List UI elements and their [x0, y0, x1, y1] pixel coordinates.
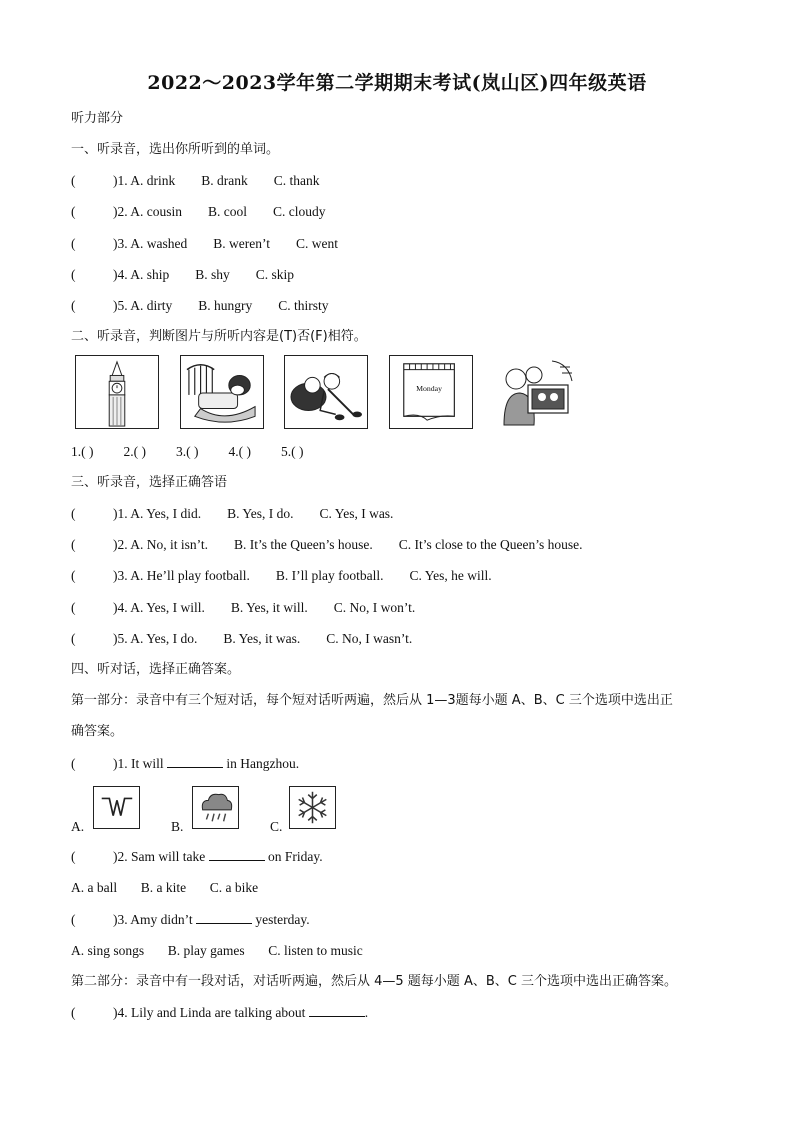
calendar-day-label: Monday [416, 384, 442, 394]
answer-paren[interactable]: ( [71, 912, 76, 927]
grandparents-photo-picture [494, 355, 578, 429]
windy-icon [93, 786, 140, 829]
option-b-label: B. [171, 819, 184, 834]
part1-question-1: ( )1. A. drink B. drank C. thank [71, 173, 320, 188]
sleeping-child-icon [181, 356, 263, 428]
grandparents-photo-icon [494, 355, 578, 429]
option-c-label: C. [270, 819, 283, 834]
part4-question-3-options: A. sing songs B. play games C. listen to music [71, 943, 363, 958]
answer-paren[interactable]: ( [71, 600, 76, 615]
fill-blank[interactable] [209, 848, 265, 861]
calendar-picture [389, 355, 473, 429]
part3-question-4: ( )4. A. Yes, I will. B. Yes, it will. C. No, I won’t. [71, 600, 416, 615]
part2-answer-1[interactable]: 1.( ) [71, 444, 94, 459]
part3-question-1: ( )1. A. Yes, I did. B. Yes, I do. C. Yes, I was. [71, 506, 394, 521]
rain-cloud-icon [192, 786, 239, 829]
part3-question-3: ( )3. A. He’ll play football. B. I’ll play football. C. Yes, he will. [71, 568, 492, 583]
answer-paren[interactable]: ( [71, 849, 76, 864]
answer-paren[interactable]: ( [71, 204, 76, 219]
part1-question-3: ( )3. A. washed B. weren’t C. went [71, 236, 338, 251]
part4-question-1: ( )1. It will in Hangzhou. [71, 756, 300, 771]
answer-paren[interactable]: ( [71, 298, 76, 313]
answer-paren[interactable]: ( [71, 568, 76, 583]
part3-question-5: ( )5. A. Yes, I do. B. Yes, it was. C. No, I wasn’t. [71, 631, 413, 646]
part2-answer-5[interactable]: 5.( ) [281, 444, 304, 459]
part2-answers [71, 443, 304, 461]
part2-answer-2[interactable]: 2.( ) [123, 444, 146, 459]
fill-blank[interactable] [167, 755, 223, 768]
part4-section1-instructions-cont: 确答案。 [71, 724, 124, 739]
part2-answer-3[interactable]: 3.( ) [176, 444, 199, 459]
part1-heading: 一、听录音，选出你所听到的单词。 [71, 142, 280, 157]
answer-paren[interactable]: ( [71, 756, 76, 771]
answer-paren[interactable]: ( [71, 631, 76, 646]
part4-section1-instructions: 第一部分：录音中有三个短对话，每个短对话听两遍，然后从 1—3题每小题 A、B、C 三个选项中选出正 [71, 693, 673, 708]
snowflake-icon [289, 786, 336, 829]
part4-question-3: ( )3. Amy didn’t yesterday. [71, 912, 310, 927]
part3-heading: 三、听录音，选择正确答语 [71, 475, 228, 490]
fill-blank[interactable] [196, 911, 252, 924]
part2-heading: 二、听录音，判断图片与所听内容是(T)否(F)相符。 [71, 329, 367, 344]
part3-question-2: ( )2. A. No, it isn’t. B. It’s the Queen’s house. C. It’s close to the Queen’s house. [71, 537, 583, 552]
sick-children-picture [284, 355, 368, 429]
sleeping-child-picture [180, 355, 264, 429]
answer-paren[interactable]: ( [71, 236, 76, 251]
answer-paren[interactable]: ( [71, 537, 76, 552]
part1-question-4: ( )4. A. ship B. shy C. skip [71, 267, 295, 282]
big-ben-icon [76, 356, 158, 428]
big-ben-picture [75, 355, 159, 429]
calendar-icon [390, 356, 472, 428]
part4-question-4: ( )4. Lily and Linda are talking about . [71, 1005, 369, 1020]
answer-paren[interactable]: ( [71, 173, 76, 188]
page-title: 2022～2023学年第二学期期末考试(岚山区)四年级英语 [147, 72, 647, 94]
part2-answer-4[interactable]: 4.( ) [228, 444, 251, 459]
part4-heading: 四、听对话，选择正确答案。 [71, 662, 241, 677]
part1-question-2: ( )2. A. cousin B. cool C. cloudy [71, 204, 326, 219]
option-a-label: A. [71, 819, 85, 834]
section-listening-heading: 听力部分 [71, 111, 124, 126]
answer-paren[interactable]: ( [71, 267, 76, 282]
part4-section2-instructions: 第二部分：录音中有一段对话，对话听两遍，然后从 4—5 题每小题 A、B、C 三个选项中选出正确答案。 [71, 974, 677, 989]
part4-question-2: ( )2. Sam will take on Friday. [71, 849, 323, 864]
fill-blank[interactable] [309, 1004, 365, 1017]
answer-paren[interactable]: ( [71, 506, 76, 521]
answer-paren[interactable]: ( [71, 1005, 76, 1020]
part1-question-5: ( )5. A. dirty B. hungry C. thirsty [71, 298, 329, 313]
part4-question-2-options: A. a ball B. a kite C. a bike [71, 880, 259, 895]
sick-children-icon [285, 356, 367, 428]
